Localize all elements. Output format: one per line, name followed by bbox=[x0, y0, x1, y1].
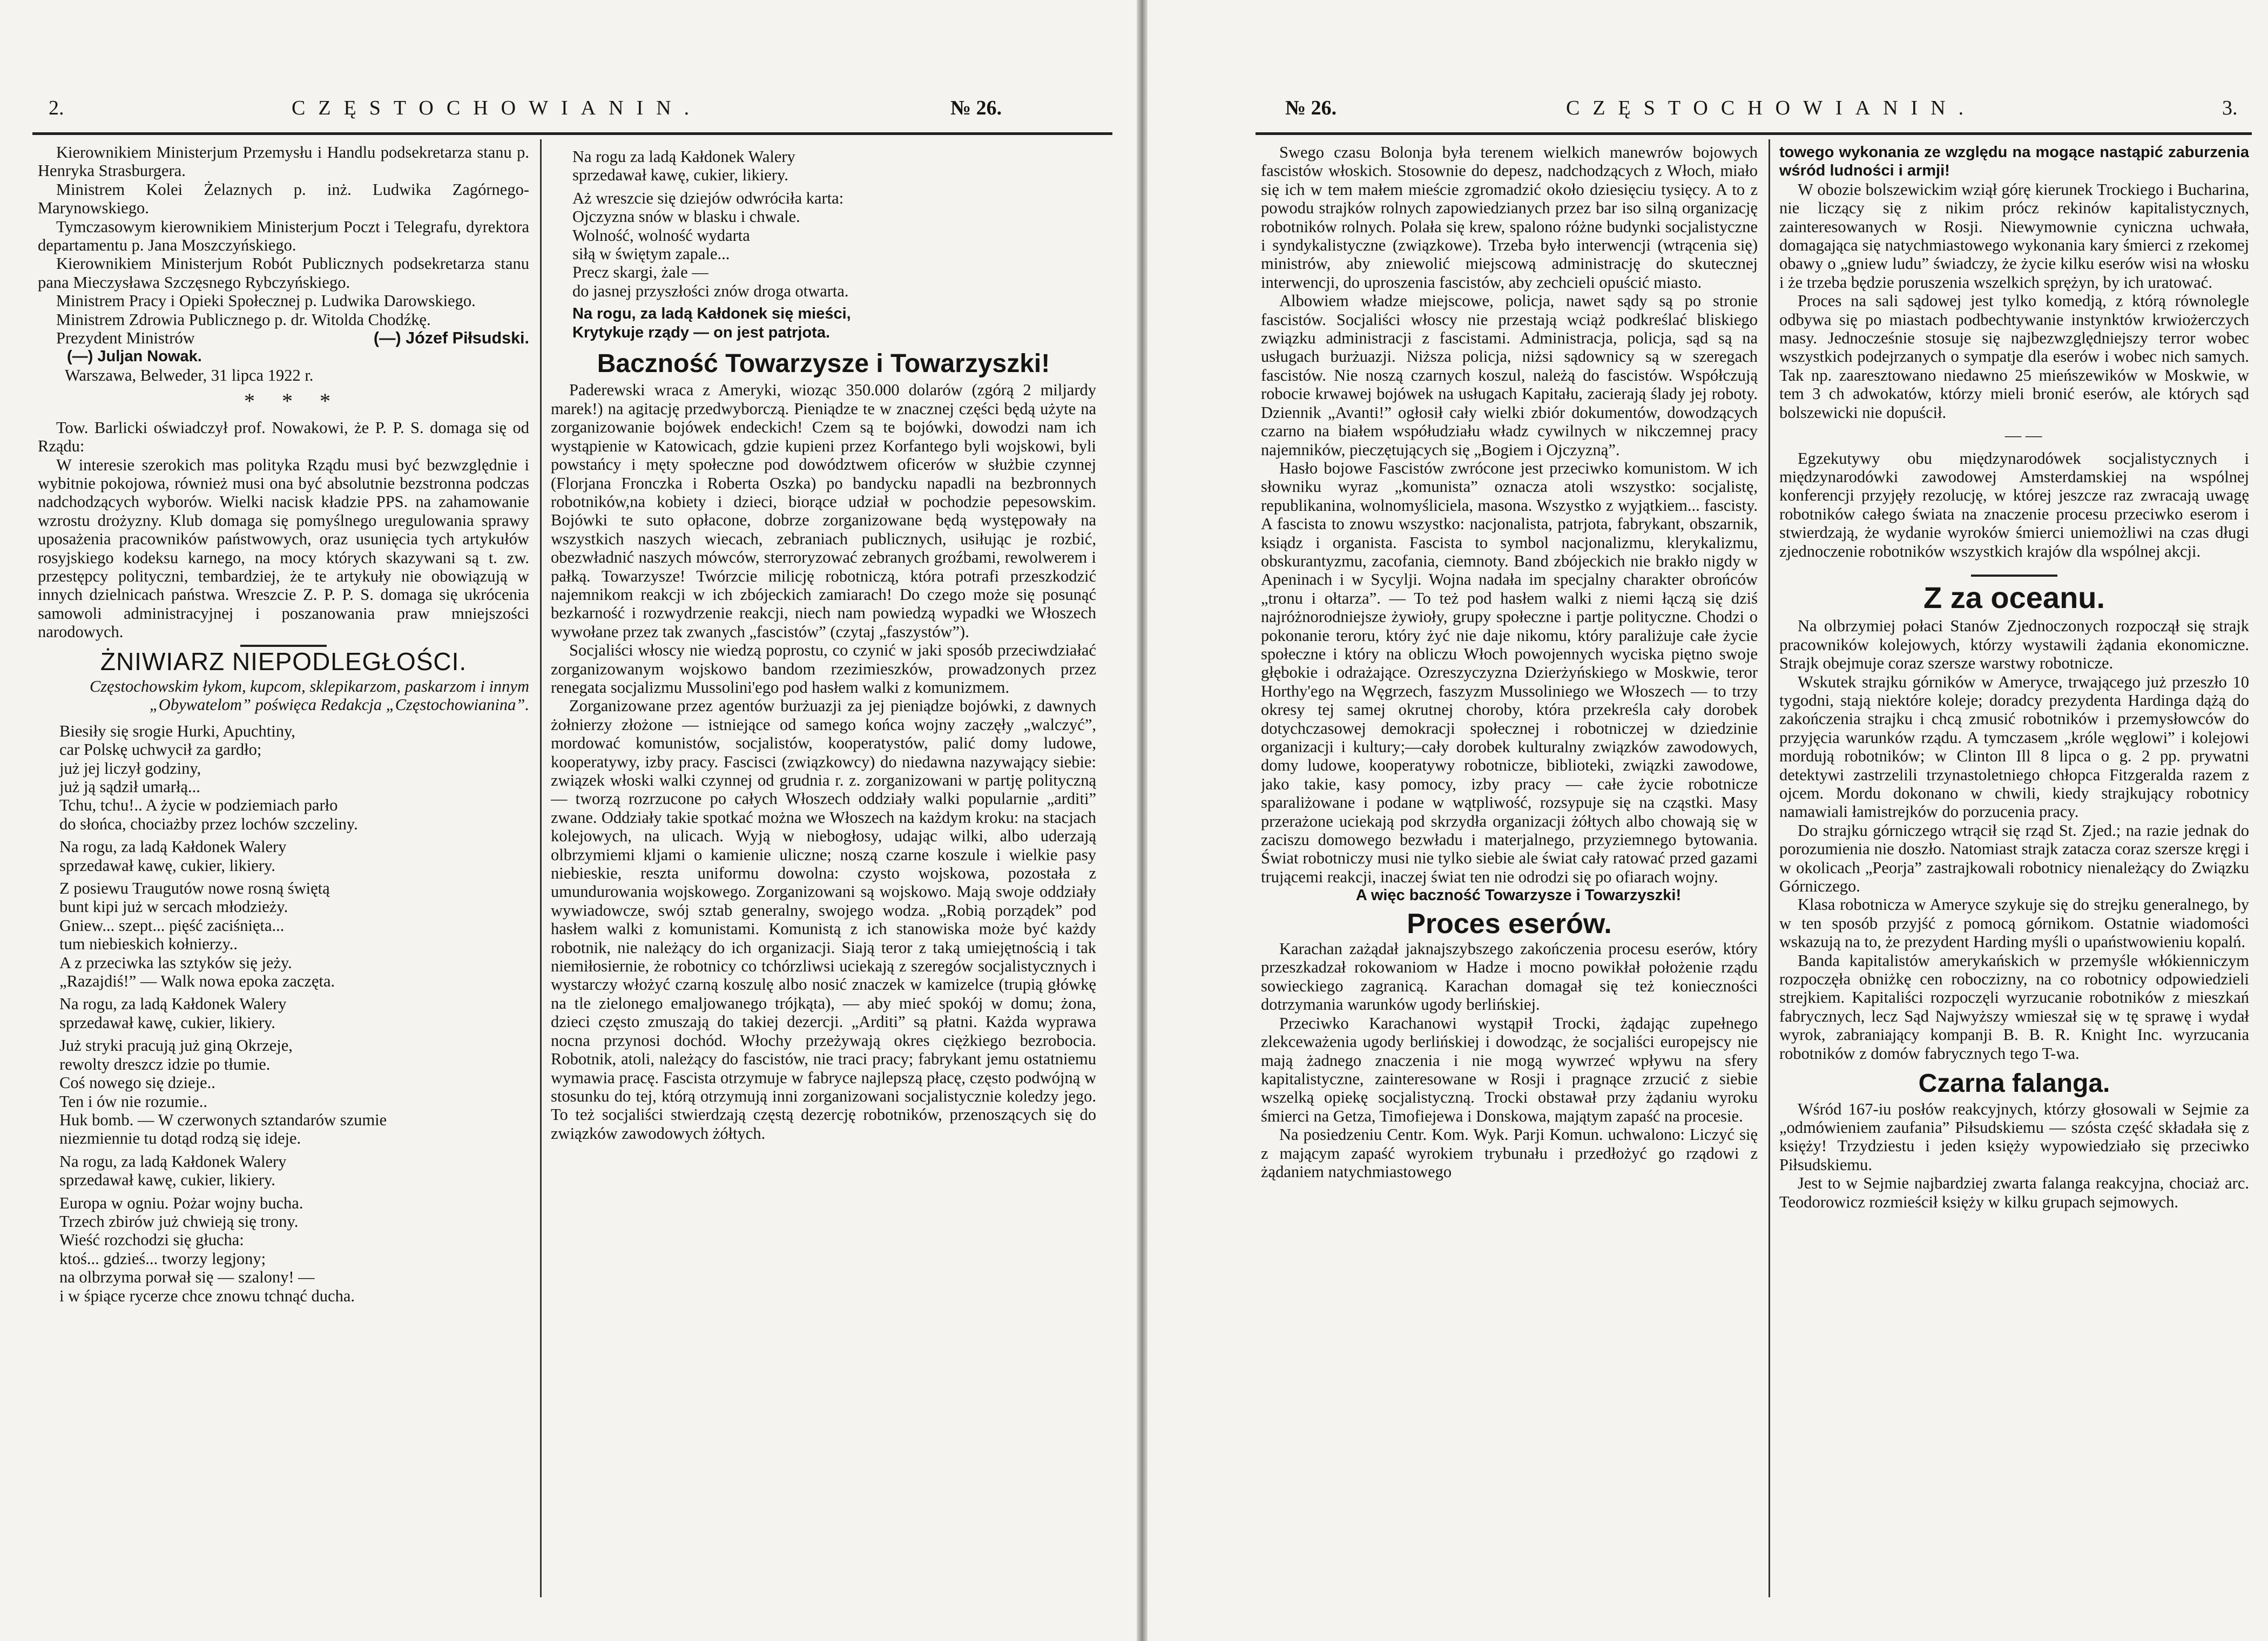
article-paragraph: A więc baczność Towarzysze i Towarzyszki! bbox=[1355, 887, 1682, 904]
poem-line: do jasnej przyszłości znów droga otwarta. bbox=[572, 281, 849, 300]
signature-place-date: Warszawa, Belweder, 31 lipca 1922 r. bbox=[65, 366, 314, 384]
right-header-rule bbox=[1256, 132, 2252, 135]
decree-item: Kierownikiem Ministerjum Przemysłu i Handlu podsekretarza stanu p. Henryka Strasburgera. bbox=[38, 143, 529, 180]
poem-line: Precz skargi, żale — bbox=[572, 263, 708, 282]
poem-line: Ojczyzna snów w blasku i chwale. bbox=[572, 207, 800, 226]
decree-item: Tymczasowym kierownikiem Ministerjum Poczt i Telegrafu, dyrektora departamentu p. Jana Moszczyńskiego. bbox=[38, 217, 529, 255]
poem-line: i w śpiące rycerze chce znowu tchnąć ducha. bbox=[59, 1286, 355, 1305]
poem-line: Z posiewu Traugutów nowe rosną świętą bbox=[59, 879, 330, 898]
right-column-3 bbox=[1261, 143, 1758, 1623]
article-paragraph: W obozie bolszewickim wziął górę kierunek Trockiego i Bucharina, nie liczący się z nikim prócz rekinów kapitalistycznych, zainteresowanych w Rosji. Niewymownie cyniczna uchwała, domagająca się natychmiastowego wykonania kary śmierci z rzekomej obawy o „gniew ludu” świadczy, że życie kilku eserów wisi na włosku i że trzeba będzie poruszenia wszelkich sprężyn, by ich uratować. bbox=[1779, 180, 2249, 292]
poem-line: Wieść rozchodzi się głucha: bbox=[59, 1231, 244, 1250]
left-column-2 bbox=[551, 143, 1096, 1623]
signature-line-president: Prezydent Ministrów (—) Józef Piłsudski. bbox=[56, 329, 529, 348]
article-title-falanga: Czarna falanga. bbox=[1918, 1069, 2110, 1098]
left-masthead-title: CZĘSTOCHOWIANIN. bbox=[292, 97, 703, 119]
article-paragraph: Albowiem władze miejscowe, policja, nawet sądy są po stronie fascistów. Socjaliści włoscy nie przestają wciąż podkreślać bliskiego związku administracji z fascistami. Administracja, policja, sąd są na usługach burżuazji. Niższa policja, niżsi sądownicy są w szeregach fascistów. Nie noszą czarnych koszul, należą do fascistów. Współczują robocie krwawej bojówek na usługach Kapitału, zacierają ślady jej roboty. Dziennik „Avanti!” ogłosił cały wielki zbiór dokumentów, dowodzących czarno na białem współudziału władz cywilnych w nikczemnej pracy najemników, pieczętujących się „Bogiem i Ojczyzną”. bbox=[1261, 292, 1758, 459]
poem-line: A z przeciwka las sztyków się jeży. bbox=[59, 953, 292, 972]
poem-line: Na rogu, za ladą Kałdonek Walery bbox=[59, 838, 287, 856]
right-column-4 bbox=[1779, 143, 2249, 1623]
poem-stanza bbox=[572, 147, 1096, 185]
poem-stanzas bbox=[38, 722, 529, 1305]
col4-dash: — — bbox=[2004, 426, 2042, 445]
poem-ending bbox=[572, 305, 1096, 342]
poem-stanza bbox=[59, 838, 529, 875]
decree-item: Ministrem Zdrowia Publicznego p. dr. Witolda Chodźkę. bbox=[56, 310, 431, 329]
page-gutter bbox=[1137, 0, 1148, 1641]
article-bacznosc-body bbox=[551, 381, 1096, 1143]
article-paragraph: Jest to w Sejmie najbardziej zwarta falanga reakcyjna, chociaż arc. Teodorowicz rozmieścił księży w kilku grupach sejmowych. bbox=[1779, 1174, 2249, 1211]
right-page bbox=[1148, 0, 2268, 1641]
article-paragraph: Wśród 167-iu posłów reakcyjnych, którzy głosowali w Sejmie za „odmówieniem zaufania” Piłsudskiemu — szósta część składała się z księży! Trzydziestu i jeden księży wypowiedziało się przeciwko Piłsudskiemu. bbox=[1779, 1099, 2249, 1174]
poem-line: Na rogu za ladą Kałdonek Walery bbox=[572, 147, 795, 166]
poem-line: bunt kipi już w sercach młodzieży. bbox=[59, 897, 288, 916]
poem-line: tum niebieskich kołnierzy.. bbox=[59, 935, 238, 954]
article-paragraph: Proces na sali sądowej jest tylko komedją, z którą równolegle odbywa się po miastach podbechtywanie instynktów krwiożerczych masy. Jednocześnie stosuje się najbezwzględniejszy terror wobec wszystkich podejrzanych o sympatje dla eserów i wobec nich samych. Tak np. zaaresztowano niedawno 25 mieńszewików w Moskwie, w tem 3 ch adwokatów, którzy mieli bronić eserów, ale których sąd bolszewicki nie dopuścił. bbox=[1779, 292, 2249, 422]
poem-continuation bbox=[551, 147, 1096, 300]
barlicki-paragraph: W interesie szerokich mas polityka Rządu musi być bezwzględnie i wybitnie pokojowa, również musi ona być absolutnie bezstronna podczas nadchodzących wyborów. Wielki nacisk kładzie PPS. na zahamowanie wzrostu drożyzny. Klub domaga się pomyślnego uregulowania sprawy uposażenia pracowników państwowych, oraz usunięcia tych artykułów rosyjskiego kodeksu karnego, na mocy których skazywani są t. zw. przestępcy polityczni, tembardziej, że te artykuły nie obowiązują w innych dzielnicach państwa. Wreszcie Z. P. P. S. domaga się ukrócenia samowoli administracyjnej i poszanowania praw mniejszości narodowych. bbox=[38, 455, 529, 641]
poem-line: Coś nowego się dzieje.. bbox=[59, 1073, 215, 1092]
fascist-article-body bbox=[1261, 143, 1758, 905]
article-title-proces: Proces eserów. bbox=[1407, 908, 1612, 940]
article-paragraph: Przeciwko Karachanowi wystąpił Trocki, żądając zupełnego zlekceważenia ugody berlińskiej i dowodząc, że socjaliści europejscy nie mają żadnego znaczenia i nie mogą wywrzeć wpływu na sfery kapitalistyczne, zainteresowane w Rosji i pragnące zrzucić z siebie wszelką opiekę socjalistyczną. Trocki obstawał przy żądaniu wyroku śmierci na Getza, Timofiejewa i Donskowa, majątym zapaść na procesie. bbox=[1261, 1014, 1758, 1125]
poem-line: Na rogu, za ladą Kałdonek się mieści, bbox=[572, 305, 851, 323]
article-title-bacznosc: Baczność Towarzysze i Towarzyszki! bbox=[597, 349, 1050, 379]
barlicki-section bbox=[38, 418, 529, 641]
poem-line: już jej liczył godziny, bbox=[59, 759, 201, 778]
poem-stanza bbox=[59, 1194, 529, 1305]
col4-body bbox=[1779, 180, 2249, 422]
poem-stanza bbox=[59, 722, 529, 833]
poem-line: ktoś... gdzieś... tworzy legjony; bbox=[59, 1249, 266, 1268]
article-paragraph: Do strajku górniczego wtrącił się rząd St. Zjed.; na razie jednak do porozumienia nie doszło. Natomiast strajk zatacza coraz szersze kręgi i w okolicach „Peorja” zastrajkowali robotnicy nienależący do Związku Górniczego. bbox=[1779, 821, 2249, 896]
poem-line: Krytykuje rządy — on jest patrjota. bbox=[572, 323, 831, 341]
article-paragraph: Na olbrzymiej połaci Stanów Zjednoczonych rozpoczął się strajk pracowników kolejowych, którzy wystawili żądania ekonomiczne. Strajk obejmuje coraz szersze warstwy robotnicze. bbox=[1779, 617, 2249, 673]
poem-line: Na rogu, za ladą Kałdonek Walery bbox=[59, 995, 287, 1014]
poem-line: już ją sądził umarłą... bbox=[59, 778, 200, 796]
left-header-rule bbox=[32, 132, 1112, 135]
poem-line: sprzedawał kawę, cukier, likiery. bbox=[572, 166, 788, 185]
right-masthead-title: CZĘSTOCHOWIANIN. bbox=[1566, 97, 1977, 119]
article-paragraph: Paderewski wraca z Ameryki, wioząc 350.000 dolarów (zgórą 2 miljardy marek!) na agitację przedwyborczą. Pieniądze te w znacznej części będą użyte na zorganizowanie bojówek endeckich! Czem są te bojówki, dowodzi nam ich wystąpienie w Katowicach, gdzie kupieni przez Korfantego byli wojskowi, byli powstańcy i męty społeczne pod dowództwem oficerów w służbie czynnej (Florjana Fronczka i Roberta Oszka) po bandycku napadli na bezbronnych robotników,na kobiety i dzieci, biorące udział w pochodzie pepesowskim. Bojówki te suto opłacone, dobrze zorganizowane będą występowały na wszystkich naszych wiecach, zebraniach publicznych, usiłując je rozbić, obezwładnić naszych mówców, sterroryzować zebranych groźbami, rewolwerem i pałką. Towarzysze! Twórzcie milicję robotniczą, która potrafi przeszkodzić najemnikom reakcji w ich zbójeckich zamiarach! Do czego może się posunąć bezkarność i rozwydrzenie reakcji, niech nam powiedzą wypadki we Włoszech wywołane przez tak zwanych „fascistów” (czytaj „faszystów”). bbox=[551, 381, 1096, 641]
poem-line: na olbrzyma porwał się — szalony! — bbox=[59, 1268, 315, 1287]
poem-line: Gniew... szept... pięść zaciśnięta... bbox=[59, 916, 285, 935]
poem-line: Tchu, tchu!.. A życie w podziemiach parło bbox=[59, 796, 338, 815]
poem-line: Trzech zbirów już chwieją się trony. bbox=[59, 1212, 299, 1231]
right-running-head bbox=[1148, 96, 2268, 134]
poem-line: Europa w ogniu. Pożar wojny bucha. bbox=[59, 1193, 303, 1212]
poem-line: do słońca, chociażby przez lochów szczeliny. bbox=[59, 814, 358, 833]
ocean-body bbox=[1779, 617, 2249, 1063]
poem-line: sprzedawał kawę, cukier, likiery. bbox=[59, 1171, 275, 1190]
decree-list bbox=[38, 143, 529, 329]
poem-line: Aż wreszcie się dziejów odwróciła karta: bbox=[572, 188, 844, 207]
decree-item: Ministrem Pracy i Opieki Społecznej p. Ludwika Darowskiego. bbox=[56, 292, 476, 310]
left-column-divider bbox=[540, 139, 542, 1597]
barlicki-paragraph: Tow. Barlicki oświadczył prof. Nowakowi, że P. P. S. domaga się od Rządu: bbox=[38, 418, 529, 456]
col4-lead-bold: towego wykonania ze względu na mogące nastąpić zaburzenia wśród ludności i armji! bbox=[1779, 144, 2249, 180]
decree-item: Ministrem Kolei Żelaznych p. inż. Ludwika Zagórnego-Marynowskiego. bbox=[38, 180, 529, 218]
signature-nowak: (—) Juljan Nowak. bbox=[67, 348, 202, 366]
article-paragraph: Wskutek strajku górników w Ameryce, trwającego już przeszło 10 tygodni, stają niektóre koleje; doradcy prezydenta Hardinga dążą do zakończenia strajku i chcą zmusić robotników i przemysłowców do przyjęcia warunków rządu. A tymczasem „króle węglowi” i kolejowi mordują robotników; w Clinton Ill 8 lipca o g. 2 pp. prywatni detektywi zastrzelili trzynastoletniego chłopca Fitzgeralda razem z ojcem. Mordu dokonano w chwili, kiedy strajkujący robotnicy namawiali łamistrejków do porzucenia pracy. bbox=[1779, 672, 2249, 821]
poem-line: Ten i ów nie rozumie.. bbox=[59, 1092, 207, 1111]
right-page-number: 3. bbox=[2222, 97, 2238, 119]
poem-line: Biesiły się srogie Hurki, Apuchtiny, bbox=[59, 721, 295, 740]
poem-title: ŻNIWIARZ NIEPODLEGŁOŚCI. bbox=[100, 647, 467, 676]
poem-line: sprzedawał kawę, cukier, likiery. bbox=[59, 1013, 275, 1032]
article-paragraph: Karachan zażądał jaknajszybszego zakończenia procesu eserów, który przeszkadzał rokowaniom w Hadze i mocno powikłał położenie rządu sowieckiego zagranicą. Karachan domagał się też konieczności dotrzymania warunków ugody berlińskiej. bbox=[1261, 940, 1758, 1014]
article-paragraph: Klasa robotnicza w Ameryce szykuje się do strejku generalnego, by w ten sposób przyjść z pomocą górnikom. Ostatnie wiadomości wskazują na to, że prezydent Harding myśli o upaństwowieniu kopalń. bbox=[1779, 895, 2249, 951]
left-issue-number: № 26. bbox=[950, 97, 1002, 119]
article-paragraph: Socjaliści włoscy nie wiedzą poprostu, co czynić w jaki sposób przeciwdziałać zorganizowanym wojskowo bandom rzezimieszków, prowadzonych przez renegata socjalizmu Mussolini'ego pod hasłem walki z komunizmem. bbox=[551, 641, 1096, 697]
poem-stanza bbox=[59, 879, 529, 990]
poem-line: Wolność, wolność wydarta bbox=[572, 226, 750, 245]
decree-item: Kierownikiem Ministerjum Robót Publicznych podsekretarza stanu pana Mieczysława Szczęsnego Rybczyńskiego. bbox=[38, 254, 529, 292]
right-column-divider bbox=[1769, 139, 1770, 1597]
poem-line: Już stryki pracują już giną Okrzeje, bbox=[59, 1036, 293, 1055]
col4-egzekutywy: Egzekutywy obu międzynarodówek socjalistycznych i międzynarodówki zawodowej Amsterdamskiej na wspólnej konferencji przyjęły rezolucję, w której jeszcze raz zwracają uwagę robotników całego świata na znaczenie procesu przeciwko eserom i stwierdzają, że wydanie wyroków śmierci uniemożliwi na czas długi zjednoczenie robotników wszystkich krajów dla wspólnej akcji. bbox=[1779, 449, 2249, 560]
poem-line: niezmiennie tu dotąd rodzą się ideje. bbox=[59, 1129, 301, 1148]
poem-stanza bbox=[59, 1036, 529, 1147]
poem-line: siłą w świętym zapale... bbox=[572, 245, 730, 264]
poem-line: „Razajdiś!” — Walk nowa epoka zaczęta. bbox=[59, 972, 335, 991]
poem-stanza bbox=[59, 1152, 529, 1190]
poem-stanza bbox=[572, 189, 1096, 300]
article-paragraph: Zorganizowane przez agentów burżuazji za jej pieniądze bojówki, z dawnych żołnierzy złożone — istniejące od samego końca wojny zaczęły „walczyć”, mordować komunistów, socjalistów, kooperatystów, palić domy ludowe, kooperatywy, izby pracy. Fascisci (związkowcy) do niedawna nazywający siebie: związek włoski walki czynnej od grudnia r. z. zorganizowani w partję polityczną — tworzą rozrzucone po całych Włoszech oddziały walki popularnie „arditi” zwane. Oddziały takie spotkać można we Włoszech na każdym kroku: na stacjach kolejowych, na ulicach. Wyją w niebogłosy, udając wilki, albo uderzają olbrzymiemi kljami o kamienie uliczne; noszą czarne koszule i wielkie pasy niebieskie, reszta uniformu dowolna: czysto wojskowa, pozostała z umundurowania wojskowego. Zorganizowani są wojskowo. Mają swoje oddziały wywiadowcze, swój sztab generalny, swojego wodza. „Robią porządek” pod hasłem walki z komunistami. Komunistą z ich stanowiska może być każdy robotnik, nie należący do ich organizacji. Siają teror z taką umiejętnością i tak niemiłosiernie, że robotnicy co tchórzliwsi uciekają z szeregów socjalistycznych i wystarczy włożyć czarną koszulę albo nosić znaczek w kamizelce (trupią główkę na tle zielonego emaljowanego trójkąta), — aby mieć spokój w domu; żona, dzieci często zmuszają do takiej dezercji. „Arditi” są płatni. Każda wyprawa nocna przynosi dochód. Włochy przeżywają okres ciężkiego bezrobocia. Robotnik, atoli, należący do fascistów, nie traci pracy; fabrykant jemu ostatniemu wymawia pracę. Fascista otrzymuje w fabryce najlepszą płacę, często podwójną w stosunku do tej, którą otrzymują inni zorganizowani socjalistycznie koledzy jego. To też socjaliści stwierdzają częstą dezercję robotników, przenoszących się do związków zawodowych żółtych. bbox=[551, 697, 1096, 1143]
article-title-ocean: Z za oceanu. bbox=[1923, 580, 2105, 614]
left-page-number: 2. bbox=[49, 97, 64, 119]
poem-line: rewolty dreszcz idzie po tłumie. bbox=[59, 1055, 271, 1073]
poem-stanza bbox=[59, 995, 529, 1032]
proces-body bbox=[1261, 940, 1758, 1181]
falanga-body bbox=[1779, 1100, 2249, 1211]
article-paragraph: Na posiedzeniu Centr. Kom. Wyk. Parji Komun. uchwalono: Liczyć się z mającym zapaść wyrokiem trybunału i przedłożyć go rządowi z żądaniem natychmiastowego bbox=[1261, 1125, 1758, 1181]
asterism: * * * bbox=[244, 389, 341, 414]
left-running-head bbox=[0, 96, 1137, 134]
poem-dedication: Częstochowskim łykom, kupcom, sklepikarzom, paskarzom i innym „Obywatelom” poświęca Redakcja „Częstochowianina”. bbox=[89, 677, 529, 714]
section-divider bbox=[1971, 575, 2057, 577]
poem-line: Na rogu, za ladą Kałdonek Walery bbox=[59, 1152, 287, 1171]
poem-line: Huk bomb. — W czerwonych sztandarów szumie bbox=[59, 1110, 387, 1129]
article-paragraph: Hasło bojowe Fascistów zwrócone jest przeciwko komunistom. W ich słowniku wyraz „komunista” oznacza atoli wszystko: socjalistę, republikanina, wolnomyśliciela, masona. Wszystko z wyjątkiem... fascisty. A fascista to znowu wszystko: nacjonalista, patrjota, fabrykant, obszarnik, ksiądz i organista. Fascista to symbol nacjonalizmu, klerykalizmu, obskurantyzmu, zacofania, ciemnoty. Band zbójeckich nie brakło nigdy w Apeninach i w Sycylji. Wojna nadała im specjalny charakter obrońców „tronu i ołtarza”. — To też pod hasłem walki z niemi łączą się dziś najróżnorodniejsze żywioły, grupy społeczne i partje polityczne. Chodzi o pokonanie teroru, który żyć nie daje nikomu, który paraliżuje całe życie społeczne i który na obliczu Włoch powojennych wyciska piętno swoje głębokie i odrażające. Ozreszyczyzna Dzierżyńskiego w Moskwie, teror Horthy'ego na Węgrzech, faszyzm Mussoliniego we Włoszech — to trzy okresy tej samej okrutnej choroby, która przekreśla cały dorobek dotychczasowej demokracji społecznej i robotniczej w dziedzinie organizacji i kultury;—cały dorobek kulturalny związków zawodowych, domy ludowe, kooperatywy robotnicze, biblioteki, związki zawodowe, jako takie, kasy pomocy, izby pracy — całe życie robotnicze sparaliżowane i podane w wątpliwość, rozsypuje się na cząstki. Masy przerażone uciekają pod skrzydła organizacji żółtych albo chowają się w zaciszu domowego bezwładu i materjalnego, przyziemnego bytowania. Świat robotniczy musi nie tylko siebie ale świat cały ratować przed gazami trującemi reakcji, inaczej świat ten nie odrodzi się po ofiarach wojny. bbox=[1261, 458, 1758, 886]
article-paragraph: Swego czasu Bolonja była terenem wielkich manewrów bojowych fascistów włoskich. Stosownie do depesz, nadchodzących z Włoch, miało się ich w tem małem mieście zgromadzić około dziesięciu tysięcy. A to z powodu strajków rolnych zapowiedzianych przez bar iso silną organizację robotników rolnych. Polała się krew, spalono różne budynki socjalistyczne i syndykalistyczne (związkowe). Trzeba było interwencji (wtrącenia się) ministrów, aby zniewolić miejscową administrację do skutecznej interwencji, do uproszenia fascistów, aby zechcieli opuścić miasto. bbox=[1261, 143, 1758, 292]
poem-line: car Polskę uchwycił za gardło; bbox=[59, 740, 262, 759]
right-issue-number: № 26. bbox=[1285, 97, 1337, 119]
section-divider bbox=[240, 645, 327, 647]
article-paragraph: Banda kapitalistów amerykańskich w przemyśle włókienniczym rozpoczęła obniżkę cen roboczizny, na co robotnicy odpowiedzieli strejkiem. Kapitaliści rozpoczęli wyrzucanie robotników z mieszkań fabrycznych, lecz Sąd Najwyższy wmieszał się w tę sprawę i wydał wyrok, zabraniający kompanji B. B. R. Knight Inc. wyrzucania robotników z domów fabrycznych tego T-wa. bbox=[1779, 951, 2249, 1063]
left-column-1 bbox=[38, 143, 529, 1623]
poem-line: sprzedawał kawę, cukier, likiery. bbox=[59, 856, 275, 875]
